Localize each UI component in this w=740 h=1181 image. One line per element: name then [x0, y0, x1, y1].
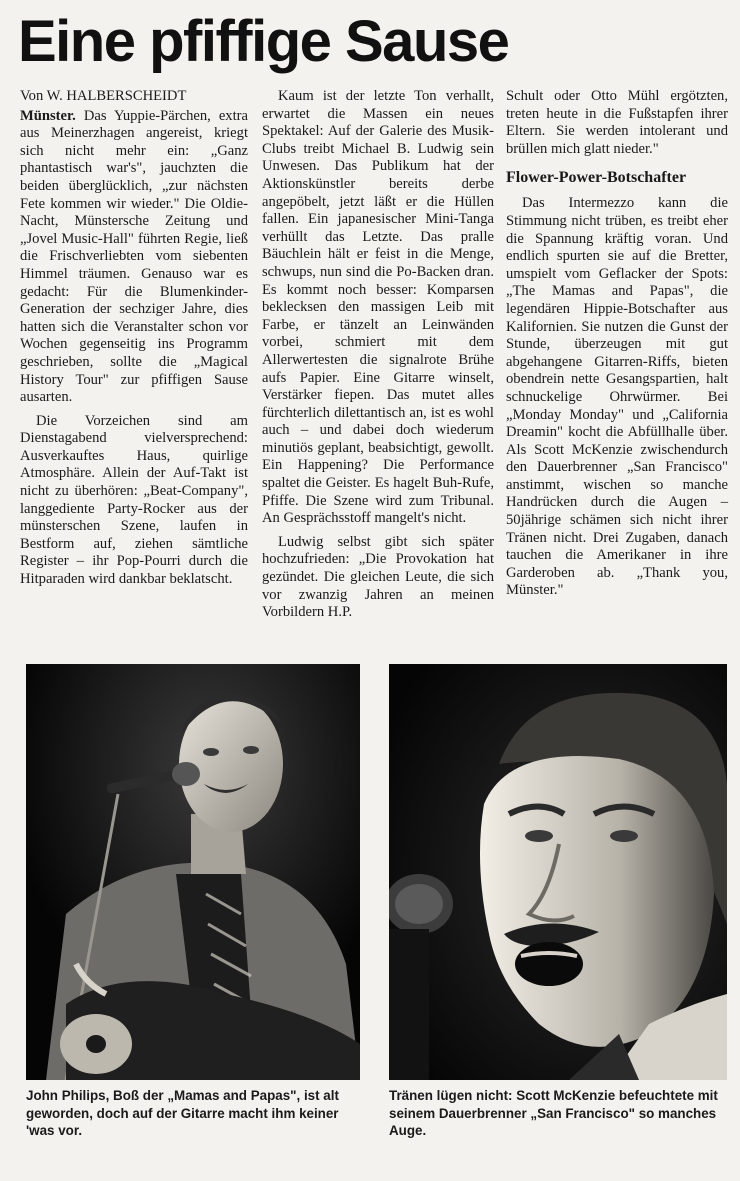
- article-column-2: [262, 88, 494, 622]
- article-column-3: [506, 88, 728, 600]
- photo-john-philips: [26, 664, 360, 1080]
- article-paragraph-5: Schult oder Otto Mühl ergötzten, treten heute in die Fußstapfen ihrer Eltern. Sie werden intolerant und brüllen mich glatt nieder.": [506, 88, 728, 157]
- paragraph-text: Das Yuppie-Pärchen, extra aus Meinerzhagen angereist, kriegt sich nicht mehr ein: „Ganz phantastisch war's", jauchzten die beiden überglücklich, „zur nächsten Fete kommen wir wieder." Die Oldie-Nacht, Münstersche Zeitung und „Jovel Music-Hall" führten Regie, ließ die Frischverliebten vom siebenten Himmel träumen. Genauso war es gedacht: Für die Blumenkinder-Generation der sechziger Jahre, dies hatten sich die Veranstalter schon vor Wochen gegenseitig ins Programm geschrieben, sollte die „Magical History Tour" zur pfiffigen Sause ausarten.: [20, 107, 248, 406]
- subheading: Flower-Power-Botschafter: [506, 169, 687, 187]
- article-column-1: [20, 88, 248, 589]
- article-paragraph-1: [20, 108, 248, 407]
- photo-caption-right: Tränen lügen nicht: Scott McKenzie befeuchtete mit seinem Dauerbrenner „San Francisco" so manches Auge.: [389, 1088, 718, 1138]
- photo-john-philips-image: [26, 664, 360, 1080]
- photo-scott-mckenzie: [389, 664, 727, 1080]
- photo-scott-mckenzie-image: [389, 664, 727, 1080]
- article-paragraph-2: Die Vorzeichen sind am Dienstagabend vielversprechend: Ausverkauftes Haus, quirlige Atmosphäre. Allein der Auf-Takt ist nicht zu überhören: „Beat-Company", langgediente Party-Rocker aus der münsterschen Szene, laufen in Bestform auf, ziehen sämtliche Register – ihr Pop-Pourri durch die Hitparaden wird dankbar beklatscht.: [20, 412, 248, 588]
- dateline: Münster.: [20, 107, 76, 124]
- article-paragraph-6: Das Intermezzo kann die Stimmung nicht trüben, es treibt eher die Spannung kräftig voran. Und endlich spurten sie auf die Bretter, umspielt vom Geflacker der Spots: „The Mamas and Papas", die legendären Hippie-Botschafter aus Kalifornien. Sie nutzen die Gunst der Stunde, überzeugen mit gut abgehangene Gitarren-Riffs, bieten obendrein nette Gesangspartien, halt schnuckelige Ohrwürmer. Bei „Monday Monday" und „California Dreamin" kocht die Abfüllhalle über. Als Scott McKenzie zwischendurch den Dauerbrenner „San Francisco" anstimmt, wischen so manche Handrücken durch die Augen – 50jährige schämen sich nicht ihrer Tränen nicht. Drei Zugaben, danach tauchen die Amerikaner in ihre Garderoben ab. „Thank you, Münster.": [506, 195, 728, 599]
- headline: Eine pfiffige Sause: [18, 9, 509, 74]
- photo-caption-left: John Philips, Boß der „Mamas and Papas", ist alt geworden, doch auf der Gitarre macht ihm keiner 'was vor.: [26, 1088, 339, 1138]
- article-paragraph-3: Kaum ist der letzte Ton verhallt, erwartet die Massen ein neues Spektakel: Auf der Galerie des Musik-Clubs treibt Michael B. Ludwig sein Unwesen. Das Publikum hat der Aktionskünstler bereits derbe angepöbelt, jetzt läßt er die Hüllen fallen. Ein japanesischer Mini-Tanga verhüllt das Letzte. Das pralle Bäuchlein hält er feist in die Menge, schwups, nun sind die Po-Backen dran. Es kommt noch besser: Komparsen beklecksen den massigen Leib mit Farbe, er tänzelt an Leinwänden vorbei, schmiert mit dem Allerwertesten die signalrote Brühe aufs Papier. Eine Gitarre winselt, Verstärker fiepen. Das mutet alles fürchterlich dilettantisch an, ist es wohl auch – und dabei doch wiederum minutiös geplant, beabsichtigt, gewollt. Ein Happening? Die Performance spaltet die Geister. Es hagelt Buh-Rufe, Pfiffe. Die Szene wird zum Tribunal. An Gesprächsstoff mangelt's nicht.: [262, 88, 494, 527]
- byline: Von W. HALBERSCHEIDT: [20, 88, 187, 104]
- article-paragraph-4: Ludwig selbst gibt sich später hochzufrieden: „Die Provokation hat gezündet. Die gleichen Leute, die sich vor zwanzig Jahren an meinen Vorbildern H.P.: [262, 533, 494, 621]
